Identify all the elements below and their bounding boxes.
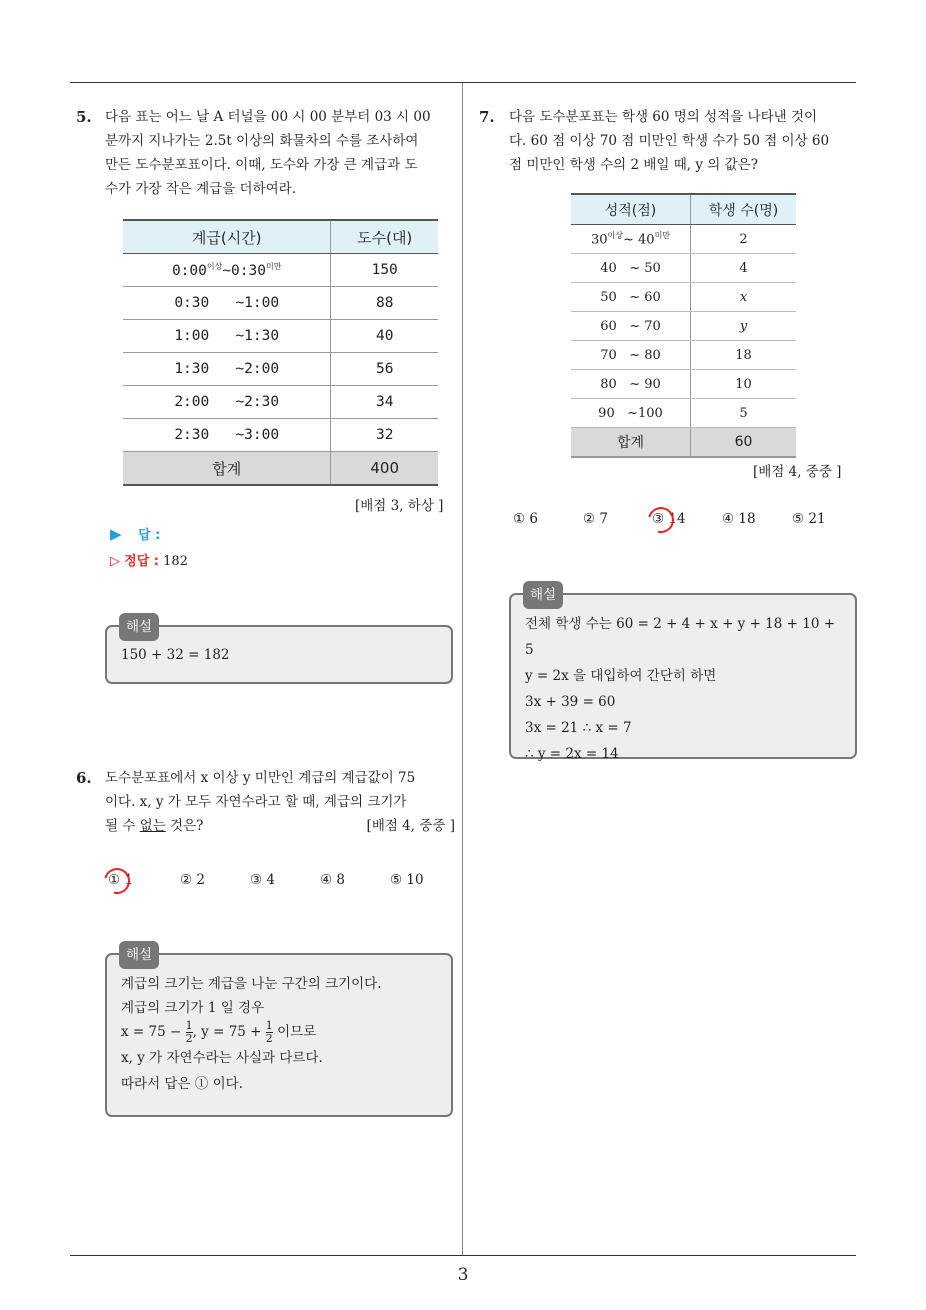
q5-text [105, 105, 460, 201]
q5-number: 5. [76, 108, 92, 126]
page-number: 3 [457, 1265, 469, 1285]
table-row: 70 ~ 80 18 [571, 341, 796, 370]
answer-circle-icon [643, 502, 679, 538]
column-divider [462, 83, 463, 1255]
explanation-tag: 해설 [119, 613, 159, 641]
table-row: 0:30 ~1:00 88 [123, 287, 438, 320]
q7-text: 다음 도수분포표는 학생 60 명의 성적을 나타낸 것이 다. 60 점 이상 70 점 미만인 학생 수가 50 점 이상 60 점 미만인 학생 수의 2 배일 때, y 의 값은? [509, 109, 830, 173]
q6-explanation-box: 해설 계급의 크기는 계급을 나눈 구간의 크기이다. 계급의 크기가 1 일 경우 x = 75 − $\frac{1}{2}$ , y = 75 + $\frac{1}{2}$ 이므로 x, y 가 자연수라는 사실과 다르다. 따라서 답은 ① 이다. [105, 953, 453, 1117]
table-header: 성적(점) [571, 194, 691, 225]
explanation-tag: 해설 [119, 941, 159, 969]
table-row: $30^{이상}\sim$ $40^{미만}$ 2 [571, 225, 796, 254]
choice-2[interactable]: ② 7 [583, 511, 608, 527]
fraction: $\frac{1}{2}$ [265, 1019, 273, 1045]
q5-answer-line: ▶ 답 : [110, 525, 161, 543]
choice-1[interactable]: ① 6 [513, 511, 538, 527]
q5-line: 수가 가장 작은 계급을 더하여라. [105, 181, 296, 197]
q7-score: [배점 4, 중중 ] [753, 464, 842, 480]
choice-4[interactable]: ④ 18 [722, 511, 756, 527]
table-cell: 150 [331, 254, 438, 287]
fraction: $\frac{1}{2}$ [185, 1019, 193, 1045]
table-sum-row: 합계 60 [571, 428, 796, 458]
table-row: 1:30 ~2:00 56 [123, 353, 438, 386]
q5-line: 분까지 지나가는 2.5t 이상의 화물차의 수를 조사하여 [105, 133, 419, 149]
table-cell: 34 [331, 386, 438, 419]
table-cell: 40 [331, 320, 438, 353]
q7-explanation-box: 해설 전체 학생 수는 60 = 2 + 4 + x + y + 18 + 10 + 5 y = 2x 을 대입하여 간단히 하면 3x + 39 = 60 3x = 21 ∴ x = 7 ∴ y = 2x = 14 [509, 593, 857, 759]
bottom-rule [70, 1255, 856, 1256]
table-row: 2:00 ~2:30 34 [123, 386, 438, 419]
choice-2[interactable]: ② 2 [180, 872, 205, 888]
table-row: 90 ~100 5 [571, 399, 796, 428]
table-row: $0:00^{이상}\sim 0:30^{미만}$ 150 [123, 254, 438, 287]
play-icon: ▶ [110, 525, 122, 543]
q5-line: 만든 도수분포표이다. 이때, 도수와 가장 큰 계급과 도 [105, 157, 418, 173]
q5-explanation-box [105, 619, 453, 684]
q5-line: 다음 표는 어느 날 A 터널을 00 시 00 분부터 03 시 00 [105, 109, 431, 125]
table-row: 1:00 ~1:30 40 [123, 320, 438, 353]
q5-score: [배점 3, 하상 ] [355, 498, 444, 514]
choice-3[interactable]: ③ 14 [652, 511, 686, 527]
table-header: 학생 수(명) [691, 194, 796, 225]
choice-4[interactable]: ④ 8 [320, 872, 345, 888]
table-header: 도수(대) [331, 220, 438, 254]
choice-3[interactable]: ③ 4 [250, 872, 275, 888]
table-row: 80 ~ 90 10 [571, 370, 796, 399]
q6-number: 6. [76, 769, 92, 787]
table-row: 60 ~ 70 y [571, 312, 796, 341]
choice-5[interactable]: ⑤ 21 [792, 511, 826, 527]
q7-frequency-table [571, 193, 796, 458]
table-header: 계급(시간) [123, 220, 331, 254]
table-sum-row: 합계 400 [123, 452, 438, 486]
table-row: 50 ~ 60 x [571, 283, 796, 312]
choice-5[interactable]: ⑤ 10 [390, 872, 424, 888]
q6-score: [배점 4, 중중 ] [366, 818, 455, 834]
table-cell: 56 [331, 353, 438, 386]
answer-circle-icon [99, 863, 135, 899]
q6-text: 도수분포표에서 x 이상 y 미만인 계급의 계급값이 75 이다. x, y 가 모두 자연수라고 할 때, 계급의 크기가 될 수 없는 것은? [배점 4, 중중 ] [105, 766, 455, 838]
choice-1[interactable]: ① 1 [108, 872, 133, 888]
table-row: 40 ~ 50 4 [571, 254, 796, 283]
q5-correct-line: ▷ 정답 : 182 [110, 554, 188, 569]
q5-frequency-table [123, 219, 438, 486]
expl-line: 150 + 32 = 182 [121, 647, 230, 663]
table-cell: 32 [331, 419, 438, 452]
table-row: 2:30 ~3:00 32 [123, 419, 438, 452]
explanation-tag: 해설 [523, 581, 563, 609]
table-cell: 88 [331, 287, 438, 320]
q7-number: 7. [479, 108, 495, 126]
top-rule [70, 82, 856, 83]
triangle-outline-icon: ▷ [110, 554, 120, 569]
